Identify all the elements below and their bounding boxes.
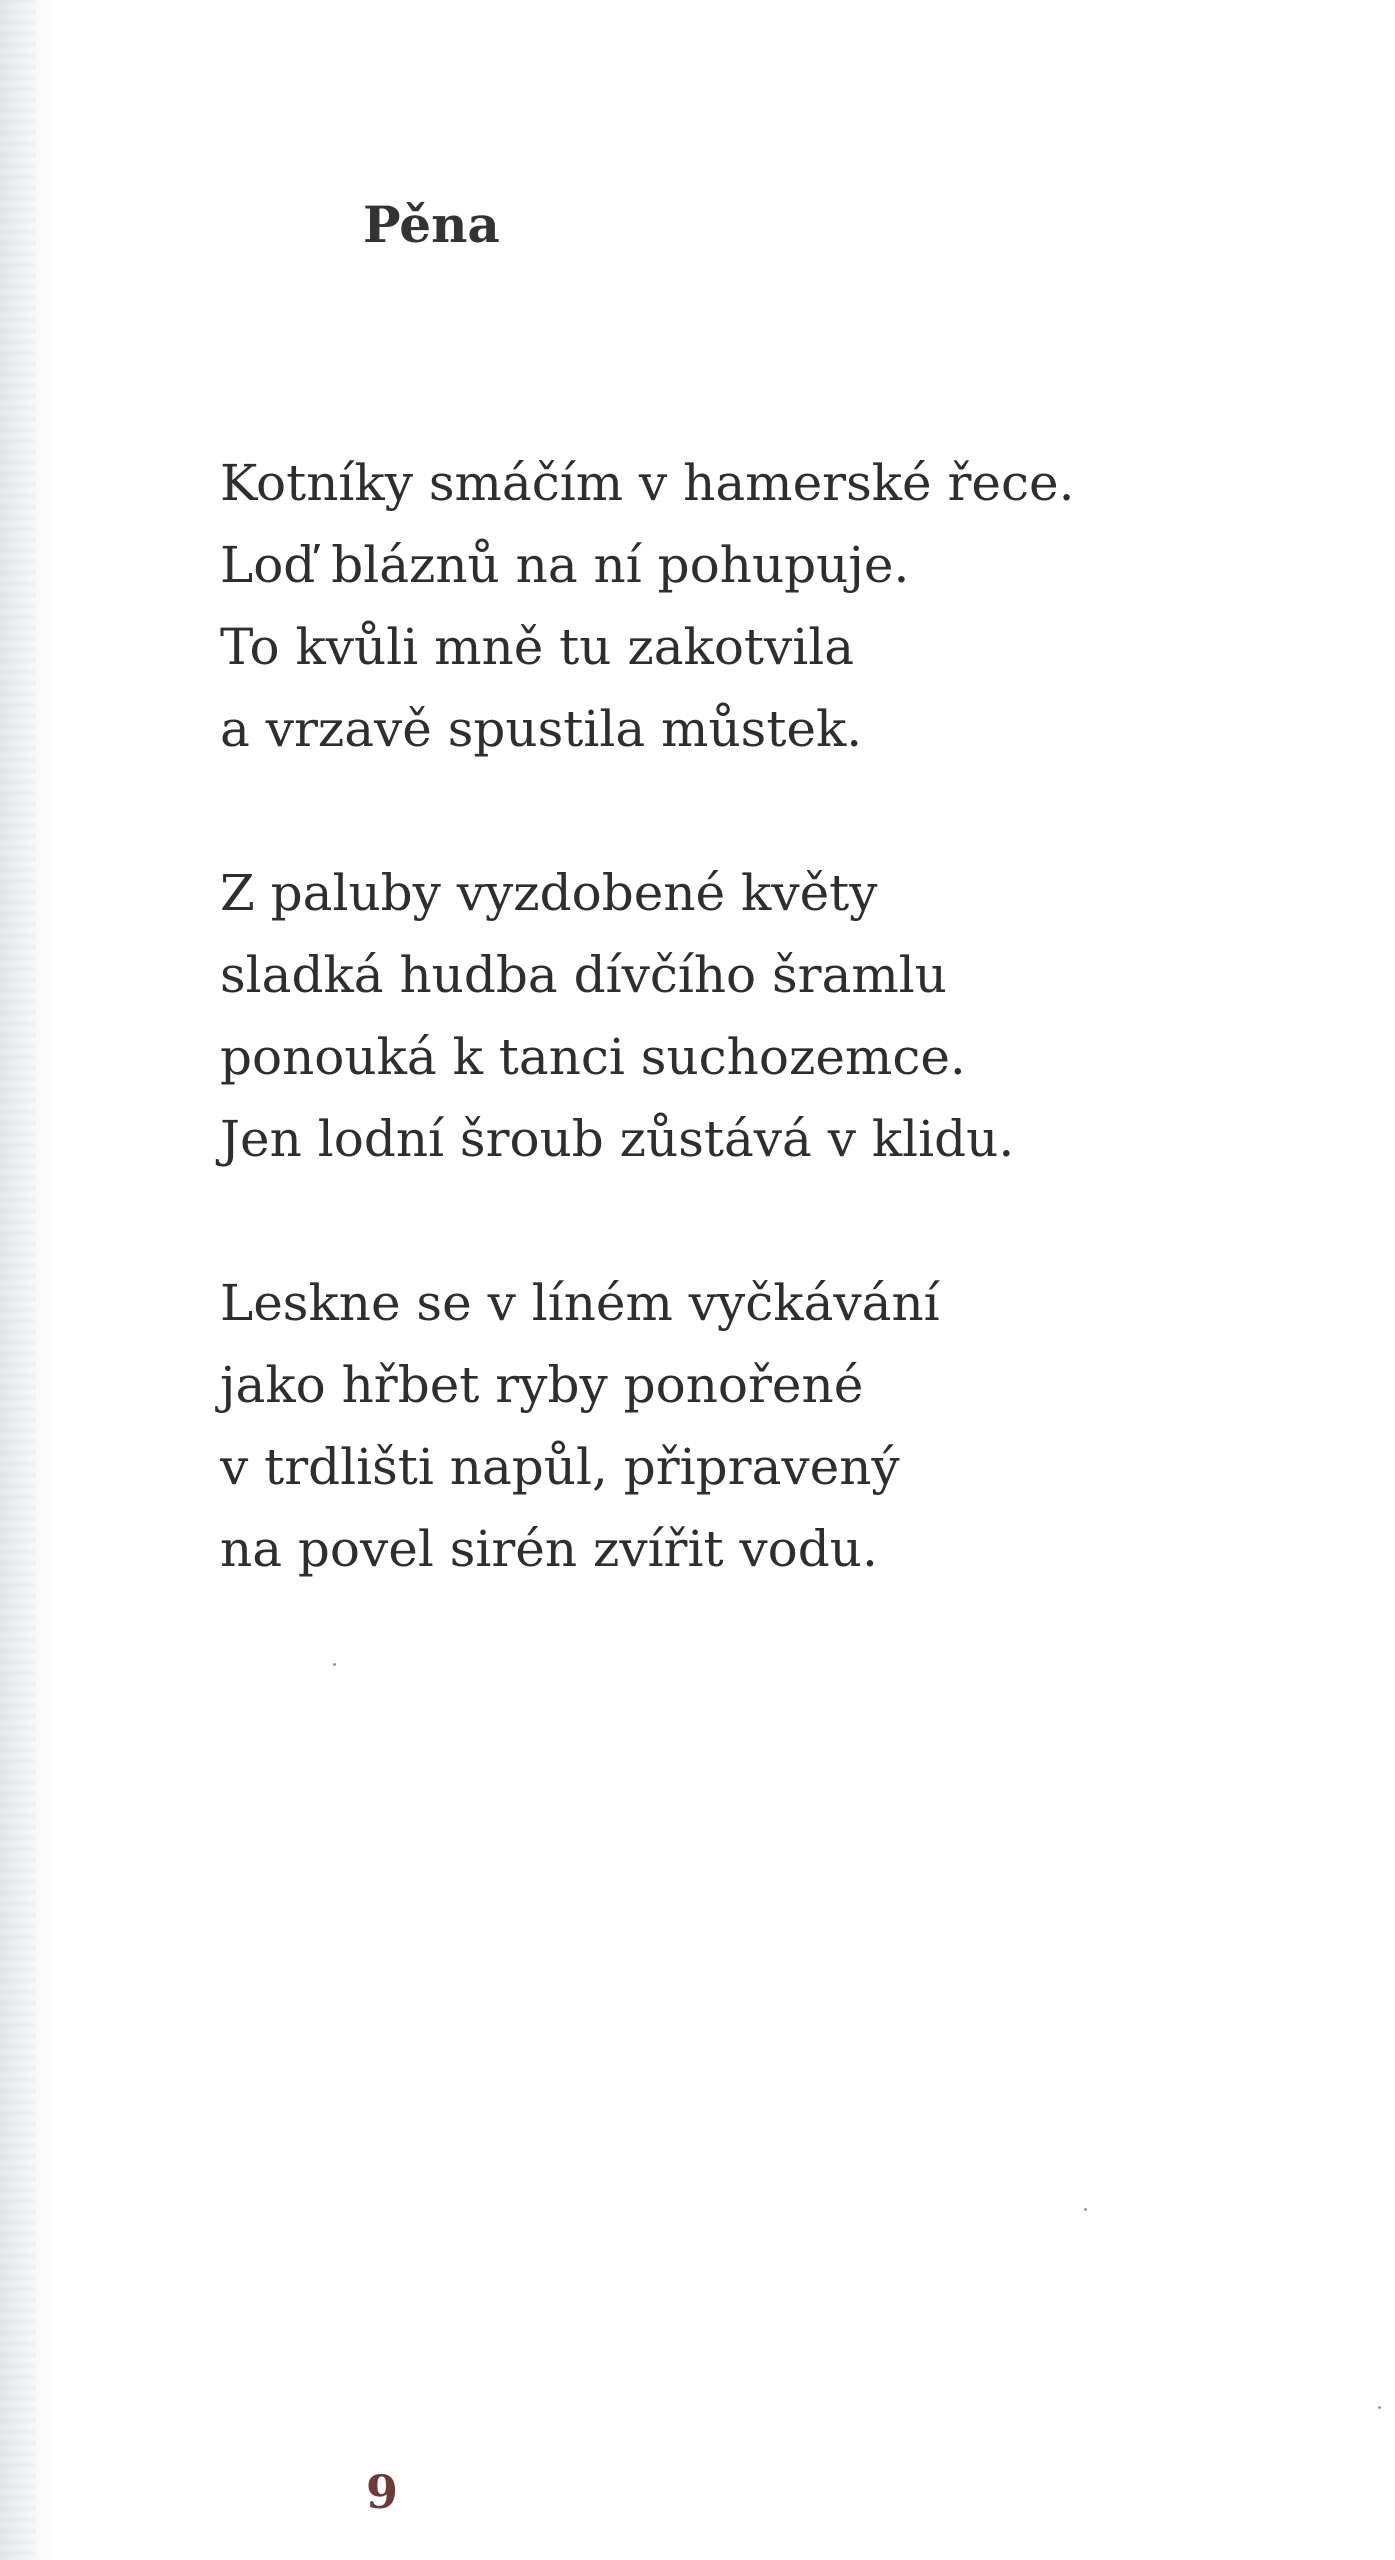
stanza-1 (220, 442, 1075, 770)
stanza-3 (220, 1262, 940, 1590)
verse-line: a vrzavě spustila můstek. (220, 700, 863, 758)
verse-line: Kotníky smáčím v hamerské řece. (220, 454, 1075, 512)
verse-line: Z paluby vyzdobené květy (220, 864, 878, 922)
verse-line: jako hřbet ryby ponořené (220, 1356, 864, 1414)
paper-speck (1084, 2208, 1087, 2211)
poem-title: Pěna (363, 195, 500, 254)
verse-line: Loď bláznů na ní pohupuje. (220, 536, 910, 594)
verse-line: v trdlišti napůl, připravený (220, 1438, 900, 1496)
verse-line: Jen lodní šroub zůstává v klidu. (220, 1110, 1015, 1168)
verse-line: na povel sirén zvířit vodu. (220, 1520, 878, 1578)
paper-speck (333, 1663, 336, 1666)
verse-line: ponouká k tanci suchozemce. (220, 1028, 966, 1086)
verse-line: Leskne se v líném vyčkávání (220, 1274, 940, 1332)
stanza-2 (220, 852, 1014, 1180)
paper-speck (1378, 2406, 1381, 2409)
page-number: 9 (366, 2465, 399, 2519)
page-edge-shadow (0, 0, 36, 2560)
verse-line: To kvůli mně tu zakotvila (220, 618, 855, 676)
verse-line: sladká hudba dívčího šramlu (220, 946, 948, 1004)
